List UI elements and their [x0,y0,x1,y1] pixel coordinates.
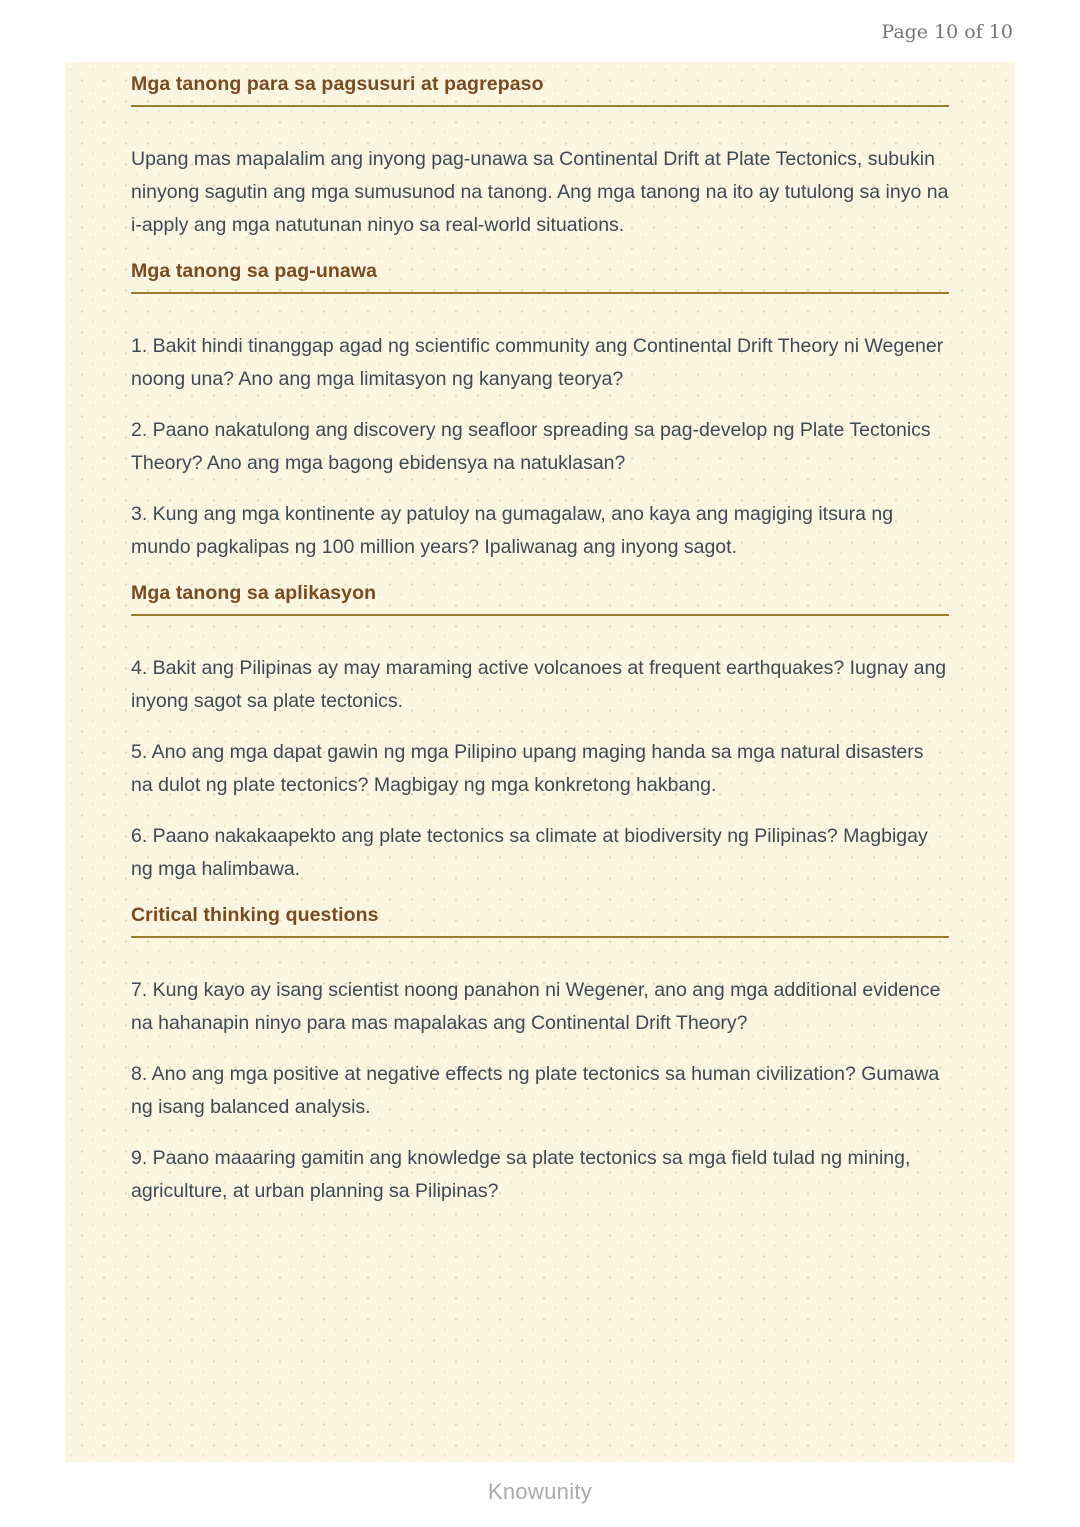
section-body [131,938,949,1208]
paragraph: 9. Paano maaaring gamitin ang knowledge sa plate tectonics sa mga field tulad ng mining, agriculture, at urban planning sa Pilipinas? [131,1147,911,1202]
section-body [131,107,949,242]
paragraph: Upang mas mapalalim ang inyong pag-unawa sa Continental Drift at Plate Tectonics, subukin ninyong sagutin ang mga sumusunod na tanong. Ang mga tanong na ito ay tutulong sa inyo na i-apply ang mga natutunan ninyo sa real-world situations. [131,148,949,236]
document-section [131,73,949,242]
footer-brand: Knowunity [487,1479,593,1504]
section-heading: Critical thinking questions [131,904,379,926]
paragraph: 7. Kung kayo ay isang scientist noong panahon ni Wegener, ano ang mga additional evidence na hahanapin ninyo para mas mapalakas ang Continental Drift Theory? [131,979,941,1034]
section-body [131,616,949,886]
page-indicator: Page 10 of 10 [881,21,1013,43]
paragraph: 3. Kung ang mga kontinente ay patuloy na gumagalaw, ano kaya ang magiging itsura ng mundo pagkalipas ng 100 million years? Ipaliwanag ang inyong sagot. [131,503,894,558]
section-heading: Mga tanong para sa pagsusuri at pagrepaso [131,73,544,95]
paragraph: 2. Paano nakatulong ang discovery ng seafloor spreading sa pag-develop ng Plate Tectonics Theory? Ano ang mga bagong ebidensya na natuklasan? [131,419,931,474]
document-section [131,260,949,564]
document-section [131,904,949,1208]
document-section [131,582,949,886]
section-body [131,294,949,564]
paragraph: 6. Paano nakakaapekto ang plate tectonics sa climate at biodiversity ng Pilipinas? Magbigay ng mga halimbawa. [131,825,928,880]
paragraph: 8. Ano ang mga positive at negative effects ng plate tectonics sa human civilization? Gumawa ng isang balanced analysis. [131,1063,940,1118]
paragraph: 4. Bakit ang Pilipinas ay may maraming active volcanoes at frequent earthquakes? Iugnay ang inyong sagot sa plate tectonics. [131,657,947,712]
section-heading: Mga tanong sa pag-unawa [131,260,378,282]
section-heading: Mga tanong sa aplikasyon [131,582,377,604]
sections-container [131,73,949,1208]
paragraph: 5. Ano ang mga dapat gawin ng mga Pilipino upang maging handa sa mga natural disasters na dulot ng plate tectonics? Magbigay ng mga konkretong hakbang. [131,741,924,796]
worksheet-sheet [65,62,1015,1462]
paragraph: 1. Bakit hindi tinanggap agad ng scientific community ang Continental Drift Theory ni Wegener noong una? Ano ang mga limitasyon ng kanyang teorya? [131,335,944,390]
